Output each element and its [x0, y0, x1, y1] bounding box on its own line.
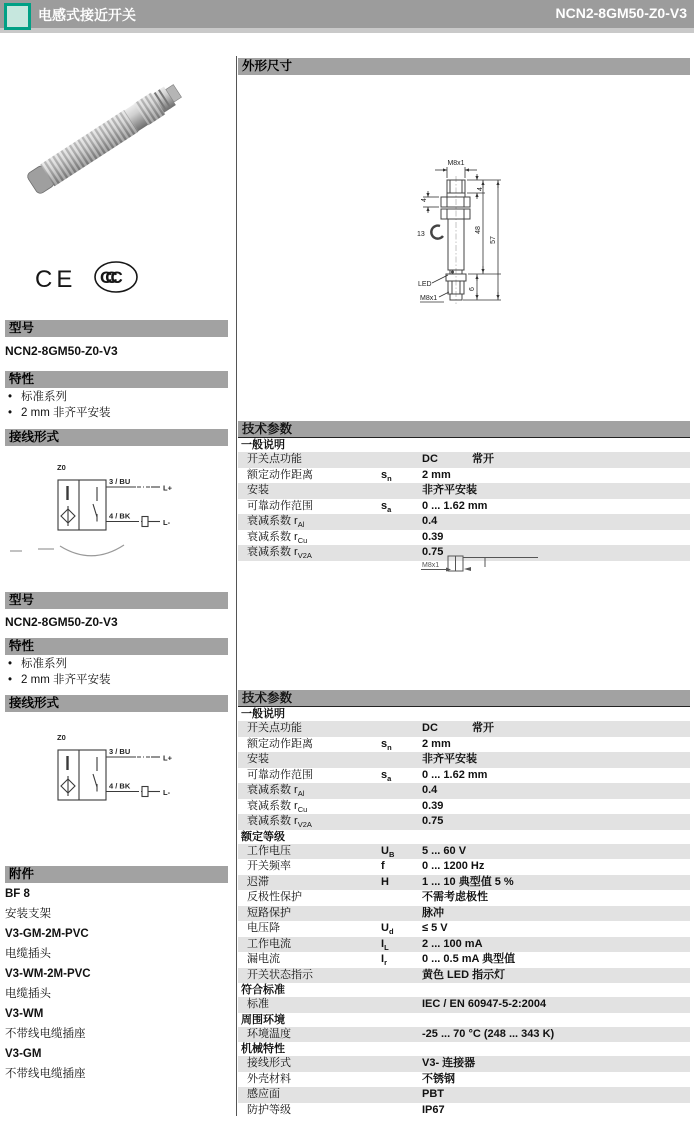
- param-label: 可靠动作范围: [247, 499, 313, 512]
- tech-group-name: 额定等级: [241, 830, 285, 843]
- param-label: 衰减系数 $r_{Cu}$: [247, 799, 308, 814]
- param-label: 安装: [247, 753, 269, 765]
- table-row: [238, 1056, 690, 1072]
- param-label: 额定动作距离: [247, 737, 313, 750]
- wrench-size-label: 13: [417, 231, 425, 238]
- section-header-accessories: 附件: [5, 866, 228, 883]
- section-header-dimensions: 外形尺寸: [238, 58, 690, 75]
- table-row: [238, 844, 690, 860]
- wrench-icon: [431, 226, 443, 239]
- param-value: DC: [422, 453, 438, 465]
- page-title: 电感式接近开关: [38, 7, 136, 23]
- tech-group-name: 周围环境: [241, 1013, 285, 1026]
- table-row: [238, 1087, 690, 1103]
- accessory-item: [5, 964, 230, 1004]
- table-row: [238, 890, 690, 906]
- tech-group: [238, 983, 690, 1013]
- param-label: 开关点功能: [247, 722, 302, 734]
- features-list-2: [5, 656, 230, 688]
- accessory-item: [5, 1004, 230, 1044]
- header-substrip: [0, 28, 694, 33]
- dim-4-left-label: 4: [421, 198, 428, 202]
- dim-57-label: 57: [490, 236, 497, 244]
- param-symbol: $s_n$: [381, 468, 392, 483]
- feature-text: 标准系列: [21, 658, 68, 670]
- dim-6-label: 6: [469, 287, 476, 291]
- accessories-list: [5, 884, 230, 1084]
- tech-group-name: 机械特性: [241, 1043, 285, 1055]
- led-label: LED: [418, 281, 432, 288]
- tech-group-name: 符合标准: [241, 984, 285, 996]
- param-value: 0.4: [422, 515, 438, 527]
- param-label: 工作电流: [247, 937, 291, 950]
- drawing-fragment-arcs: [8, 543, 138, 569]
- accessory-code: BF 8: [5, 888, 30, 900]
- param-label: 衰减系数 $r_{Al}$: [247, 784, 305, 799]
- param-label: 衰减系数 $r_{Cu}$: [247, 530, 308, 545]
- param-symbol: $U_B$: [381, 844, 395, 859]
- section-header-wiring-2: 接线形式: [5, 695, 228, 712]
- wire2-terminal: L-: [163, 788, 171, 797]
- dimension-drawing: [395, 150, 545, 315]
- accessory-code: V3-GM-2M-PVC: [5, 928, 89, 940]
- param-symbol: f: [381, 860, 385, 872]
- table-row: [238, 721, 690, 737]
- param-label: 短路保护: [247, 906, 291, 919]
- param-value: V3- 连接器: [422, 1057, 476, 1069]
- accessory-description: 不带线电缆插座: [5, 1028, 86, 1040]
- param-label: 衰减系数 $r_{V2A}$: [247, 546, 312, 561]
- param-label: 标准: [247, 998, 269, 1010]
- table-row: [238, 737, 690, 753]
- param-value: 0 ... 1200 Hz: [422, 860, 485, 872]
- table-row: [238, 468, 690, 484]
- table-row: [238, 814, 690, 830]
- feature-item: [5, 405, 230, 421]
- feature-item: [5, 656, 230, 672]
- accessory-code: V3-WM-2M-PVC: [5, 968, 91, 980]
- param-value: 0 ... 1.62 mm: [422, 768, 488, 781]
- feature-text: 2 mm 非齐平安装: [21, 407, 111, 419]
- section-header-features-1: 特性: [5, 371, 228, 388]
- param-value: 0.4: [422, 784, 438, 796]
- tech-table-2: [238, 690, 690, 1118]
- param-value: 脉冲: [422, 906, 444, 919]
- model-number-2: NCN2-8GM50-Z0-V3: [5, 615, 118, 629]
- accessory-description: 安装支架: [5, 908, 51, 920]
- wire2-label: 4 / BK: [109, 511, 131, 521]
- feature-item: [5, 389, 230, 405]
- tech-group: [238, 1042, 690, 1118]
- table-row: [238, 921, 690, 937]
- dim-4-top-label: 4: [477, 187, 484, 191]
- wire1-terminal: L+: [163, 483, 172, 493]
- model-number-1: NCN2-8GM50-Z0-V3: [5, 344, 118, 358]
- param-value: 2 mm: [422, 468, 451, 481]
- param-symbol: $I_r$: [381, 953, 387, 968]
- feature-item: [5, 672, 230, 688]
- accessory-item: [5, 1044, 230, 1084]
- param-label: 工作电压: [247, 844, 291, 857]
- param-label: 可靠动作范围: [247, 768, 313, 781]
- param-label: 迟滞: [247, 875, 269, 888]
- param-label: 电压降: [247, 922, 280, 934]
- param-symbol: $U_d$: [381, 922, 394, 937]
- param-label: 安装: [247, 484, 269, 496]
- table-row: [238, 968, 690, 984]
- section-header-tech-1: 技术参数: [238, 421, 690, 438]
- section-header-features-2: 特性: [5, 638, 228, 655]
- param-label: 感应面: [247, 1088, 280, 1100]
- dim-48-label: 48: [475, 226, 482, 234]
- accessory-description: 电缆插头: [5, 948, 51, 960]
- section-header-wiring-1: 接线形式: [5, 429, 228, 446]
- wire2-label: 4 / BK: [109, 781, 131, 791]
- param-value: 5 ... 60 V: [422, 844, 467, 857]
- thread-size-top-label: M8x1: [447, 160, 465, 167]
- thread-size-bottom-label: M8x1: [420, 295, 438, 302]
- param-value: 不需考虑极性: [422, 891, 488, 903]
- ce-mark-icon: CE: [35, 266, 77, 293]
- param-value: 非齐平安装: [422, 484, 477, 496]
- param-label: 外壳材料: [247, 1072, 291, 1085]
- wiring-diagram-2: [48, 725, 228, 825]
- param-value-secondary: 常开: [472, 453, 494, 465]
- param-value: 0.39: [422, 530, 444, 543]
- param-symbol: $I_L$: [381, 937, 389, 952]
- table-row: [238, 799, 690, 815]
- table-row: [238, 906, 690, 922]
- table-row: [238, 530, 690, 546]
- top-header-bar: [0, 0, 694, 28]
- param-label: 额定动作距离: [247, 468, 313, 481]
- param-label: 衰减系数 $r_{V2A}$: [247, 815, 312, 830]
- table-row: [238, 783, 690, 799]
- param-label: 开关频率: [247, 860, 291, 872]
- brand-logo-icon: [4, 3, 31, 30]
- tech-group-name: 一般说明: [241, 708, 285, 720]
- param-label: 漏电流: [247, 953, 280, 965]
- param-label: 反极性保护: [247, 891, 302, 903]
- param-label: 环境温度: [247, 1027, 291, 1040]
- param-value: 2 ... 100 mA: [422, 937, 483, 950]
- section-header-model-2: 型号: [5, 592, 228, 609]
- feature-text: 标准系列: [21, 391, 68, 403]
- param-value: 1 ... 10 典型值 5 %: [422, 875, 514, 888]
- tech-group: [238, 707, 690, 830]
- param-value: 黄色 LED 指示灯: [422, 968, 506, 981]
- table-row: [238, 514, 690, 530]
- param-value: ≤ 5 V: [422, 922, 448, 934]
- param-label: 开关状态指示: [247, 968, 313, 981]
- table-row: [238, 997, 690, 1013]
- table-row: [238, 1103, 690, 1119]
- wiring-tag: Z0: [57, 733, 66, 742]
- param-symbol: $s_a$: [381, 499, 392, 514]
- param-value: IEC / EN 60947-5-2:2004: [422, 998, 547, 1010]
- param-value: 非齐平安装: [422, 753, 477, 765]
- param-symbol: $s_a$: [381, 768, 392, 783]
- param-value: 不锈钢: [422, 1072, 455, 1085]
- param-label: 开关点功能: [247, 453, 302, 465]
- accessory-code: V3-GM: [5, 1048, 42, 1060]
- wire2-terminal: L-: [163, 518, 171, 527]
- wire1-label: 3 / BU: [109, 747, 131, 756]
- table-row: [238, 859, 690, 875]
- feature-text: 2 mm 非齐平安装: [21, 674, 111, 686]
- param-value-secondary: 常开: [472, 722, 494, 734]
- param-label: 防护等级: [247, 1103, 291, 1116]
- table-row: [238, 1072, 690, 1088]
- param-value: 0.39: [422, 799, 444, 812]
- param-value: 2 mm: [422, 737, 451, 750]
- product-photo: [18, 62, 208, 212]
- param-label: 接线形式: [247, 1057, 291, 1069]
- accessory-item: [5, 924, 230, 964]
- table-row: [238, 937, 690, 953]
- table-row: [238, 952, 690, 968]
- section-header-tech-2: 技术参数: [238, 690, 690, 707]
- tech-group-name: 一般说明: [241, 439, 285, 451]
- certification-marks: [28, 254, 168, 302]
- param-value: 0.75: [422, 546, 444, 558]
- wire1-label: 3 / BU: [109, 477, 131, 486]
- table-row: [238, 875, 690, 891]
- fragment-thread-label: M8x1: [422, 562, 440, 569]
- tech-table-1: [238, 421, 690, 561]
- accessory-description: 电缆插头: [5, 988, 51, 1000]
- table-row: [238, 768, 690, 784]
- param-value: IP67: [422, 1103, 445, 1116]
- param-value: DC: [422, 722, 438, 734]
- table-row: [238, 752, 690, 768]
- column-divider: [236, 56, 237, 1116]
- wire1-terminal: L+: [163, 753, 172, 763]
- wiring-tag: Z0: [57, 463, 66, 472]
- wiring-diagram-1: [48, 455, 228, 555]
- param-value: -25 ... 70 °C (248 ... 343 K): [422, 1027, 555, 1040]
- accessory-item: [5, 884, 230, 924]
- table-row: [238, 452, 690, 468]
- param-label: 衰减系数 $r_{Al}$: [247, 515, 305, 530]
- features-list-1: [5, 389, 230, 421]
- section-header-model-1: 型号: [5, 320, 228, 337]
- table-row: [238, 483, 690, 499]
- param-value: 0 ... 0.5 mA 典型值: [422, 953, 516, 965]
- drawing-fragment-connector: [415, 555, 545, 579]
- table-row: [238, 1027, 690, 1043]
- param-value: 0.75: [422, 815, 444, 827]
- ccc-mark-icon: CCC: [100, 268, 116, 287]
- accessory-code: V3-WM: [5, 1008, 44, 1020]
- param-symbol: $s_n$: [381, 737, 392, 752]
- accessory-description: 不带线电缆插座: [5, 1068, 86, 1080]
- led-indicator-dot: [451, 271, 454, 274]
- param-symbol: H: [381, 875, 389, 888]
- param-value: 0 ... 1.62 mm: [422, 499, 488, 512]
- tech-group: [238, 438, 690, 561]
- param-value: PBT: [422, 1088, 444, 1100]
- tech-group: [238, 1013, 690, 1043]
- table-row: [238, 499, 690, 515]
- header-model-number: NCN2-8GM50-Z0-V3: [555, 5, 687, 21]
- tech-group: [238, 830, 690, 984]
